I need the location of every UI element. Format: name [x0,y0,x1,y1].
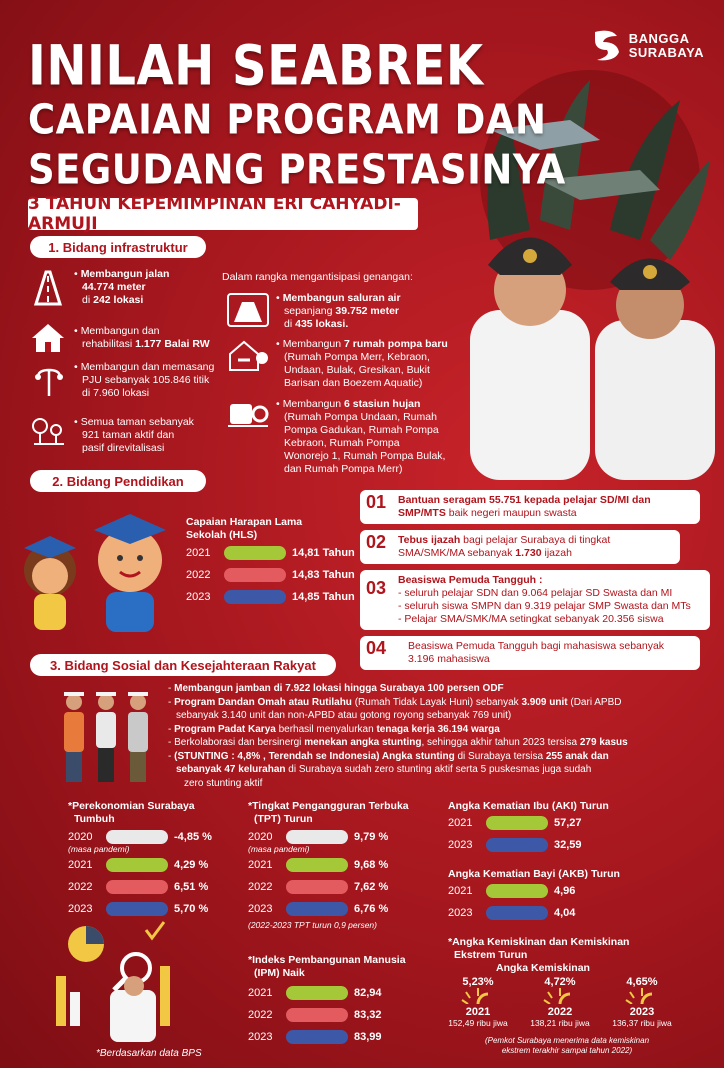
miskin-col: 5,23% 2021 152,49 ribu jiwa [448,976,508,1028]
akb-title: Angka Kematian Bayi (AKB) Turun [448,868,620,880]
aki-rows: 2021 57,27 2023 32,59 [448,817,582,851]
hls-row: 2023 14,85 Tahun [186,591,355,603]
infra-pju-text: • Membangun dan memasang PJU sebanyak 105.846 titik di 7.960 lokasi [74,361,244,400]
bangga-surabaya-logo [591,28,704,64]
hls-row: 2021 14,81 Tahun [186,547,355,559]
miskin-title: *Angka Kemiskinan dan Kemiskinan Ekstrem Turun Angka Kemiskinan [448,936,630,974]
title-line2: CAPAIAN PROGRAM DAN [28,96,547,144]
section-infrastruktur-heading: 1. Bidang infrastruktur [30,236,206,258]
logo-line2: SURABAYA [628,45,704,60]
source-note: *Berdasarkan data BPS [96,1048,202,1059]
infra-saluran-text: • Membangun saluran air sepanjang 39.752 meter di 435 lokasi. [276,292,436,331]
logo-mark-icon [591,28,623,64]
ipm-title: *Indeks Pembangunan Manusia (IPM) Naik [248,954,406,979]
infra-stasiun-text: • Membangun 6 stasiun hujan (Rumah Pompa Undaan, Rumah Pompa Gadukan, Rumah Pompa Kebraon, Rumah Pompa Wonorejo 1, Rumah Pompa Bulak, dan Rumah Pompa Merr) [276,398,466,476]
park-tree-icon [30,412,66,453]
miskin-col: 4,65% 2023 136,37 ribu jiwa [612,976,672,1028]
edu-item-03: 03 Beasiswa Pemuda Tangguh : - seluruh pelajar SDN dan 9.064 pelajar SD Swasta dan MI - seluruh siswa SMPN dan 9.319 pelajar SMP Swasta dan MTs - Pelajar SMA/SMK/MA setingkat sebanyak 20.356 siswa [360,570,710,630]
edu-item-01: 01 Bantuan seragam 55.751 kepada pelajar SD/MI dan SMP/MTS baik negeri maupun swasta [360,490,700,524]
edu-item-02: 02 Tebus ijazah bagi pelajar Surabaya di tingkat SMA/SMK/MA sebanyak 1.730 ijazah [360,530,680,564]
graduate-kids-illustration [10,500,180,640]
infra-pompa-text: • Membangun 7 rumah pompa baru (Rumah Pompa Merr, Kebraon, Undaan, Bulak, Gresikan, Bukit Barisan dan Boezem Aquatic) [276,338,466,390]
logo-line1: BANGGA [628,31,690,46]
hls-rows [186,546,366,604]
tpt-title: *Tingkat Pengangguran Terbuka (TPT) Turun [248,800,409,825]
house-icon [30,322,66,359]
title-line3: SEGUDANG PRESTASINYA [28,146,566,194]
rain-station-icon [226,396,270,437]
section-pendidikan-heading: 2. Bidang Pendidikan [30,470,206,492]
hls-row: 2022 14,83 Tahun [186,569,355,581]
ipm-rows: 2021 82,94 2022 83,32 2023 83,99 [248,987,382,1043]
miskin-cols [440,976,680,1028]
infra-genangan-intro: Dalam rangka mengantisipasi genangan: [222,271,413,283]
miskin-note: (Pemkot Surabaya menerima data kemiskinan ekstrem terakhir sampai tahun 2022) [484,1036,650,1055]
ekonomi-rows: 2020 -4,85 % (masa pandemi) 2021 4,29 % 2022 6,51 % 2023 5,70 % [68,831,212,915]
data-analyst-illustration [40,916,190,1046]
drain-channel-icon [226,292,270,333]
sunburst-icon [540,988,580,1004]
ekonomi-title: *Perekonomian Surabaya Tumbuh [68,800,195,825]
street-lamp-icon [34,362,64,403]
edu-item-04: 04 Beasiswa Pemuda Tangguh bagi mahasiswa sebanyak 3.196 mahasiswa [360,636,700,670]
miskin-col: 4,72% 2022 138,21 ribu jiwa [530,976,590,1028]
hls-title: Capaian Harapan Lama Sekolah (HLS) [186,516,303,541]
akb-rows: 2021 4,96 2023 4,04 [448,885,576,919]
aki-title: Angka Kematian Ibu (AKI) Turun [448,800,609,812]
infra-taman-text: • Semua taman sebanyak 921 taman aktif dan pasif direvitalisasi [74,416,214,455]
subtitle-banner: 3 TAHUN KEPEMIMPINAN ERI CAHYADI-ARMUJI [28,198,418,230]
title-line1: INILAH SEABREK [28,34,484,99]
infra-jalan-text: • Membangun jalan 44.774 meter di 242 lokasi [74,268,184,307]
pump-house-icon [226,338,270,379]
section-sosial-heading: 3. Bidang Sosial dan Kesejahteraan Rakyat [30,654,336,676]
infra-balai-text: • Membangun dan rehabilitasi 1.177 Balai RW [74,325,214,351]
sunburst-icon [458,988,498,1004]
sosial-list: - Membangun jamban di 7.922 lokasi hingga Surabaya 100 persen ODF - Program Dandan Omah atau Rutilahu (Rumah Tidak Layak Huni) sebanyak 3.909 unit (Dari APBD sebanyak 3.140 unit dan non-APBD atau gotong royong sebanyak 769 unit) - Program Padat Karya berhasil menyalurkan tenaga kerja 36.194 warga - Berkolaborasi dan bersinergi menekan angka stunting, sehingga akhir tahun 2023 tersisa 279 kasus - (STUNTING : 4,8% , Terendah se Indonesia) Angka stunting di Surabaya tersisa 255 anak dan sebanyak 47 kelurahan di Surabaya sudah zero stunting aktif serta 5 puskesmas juga sudah zero stunting aktif [168,683,628,789]
workers-illustration [56,688,156,788]
sunburst-icon [622,988,662,1004]
tpt-rows: 2020 9,79 % (masa pandemi) 2021 9,68 % 2022 7,62 % 2023 6,76 % (2022-2023 TPT turun 0,9 persen) [248,831,389,930]
road-icon [30,270,66,311]
